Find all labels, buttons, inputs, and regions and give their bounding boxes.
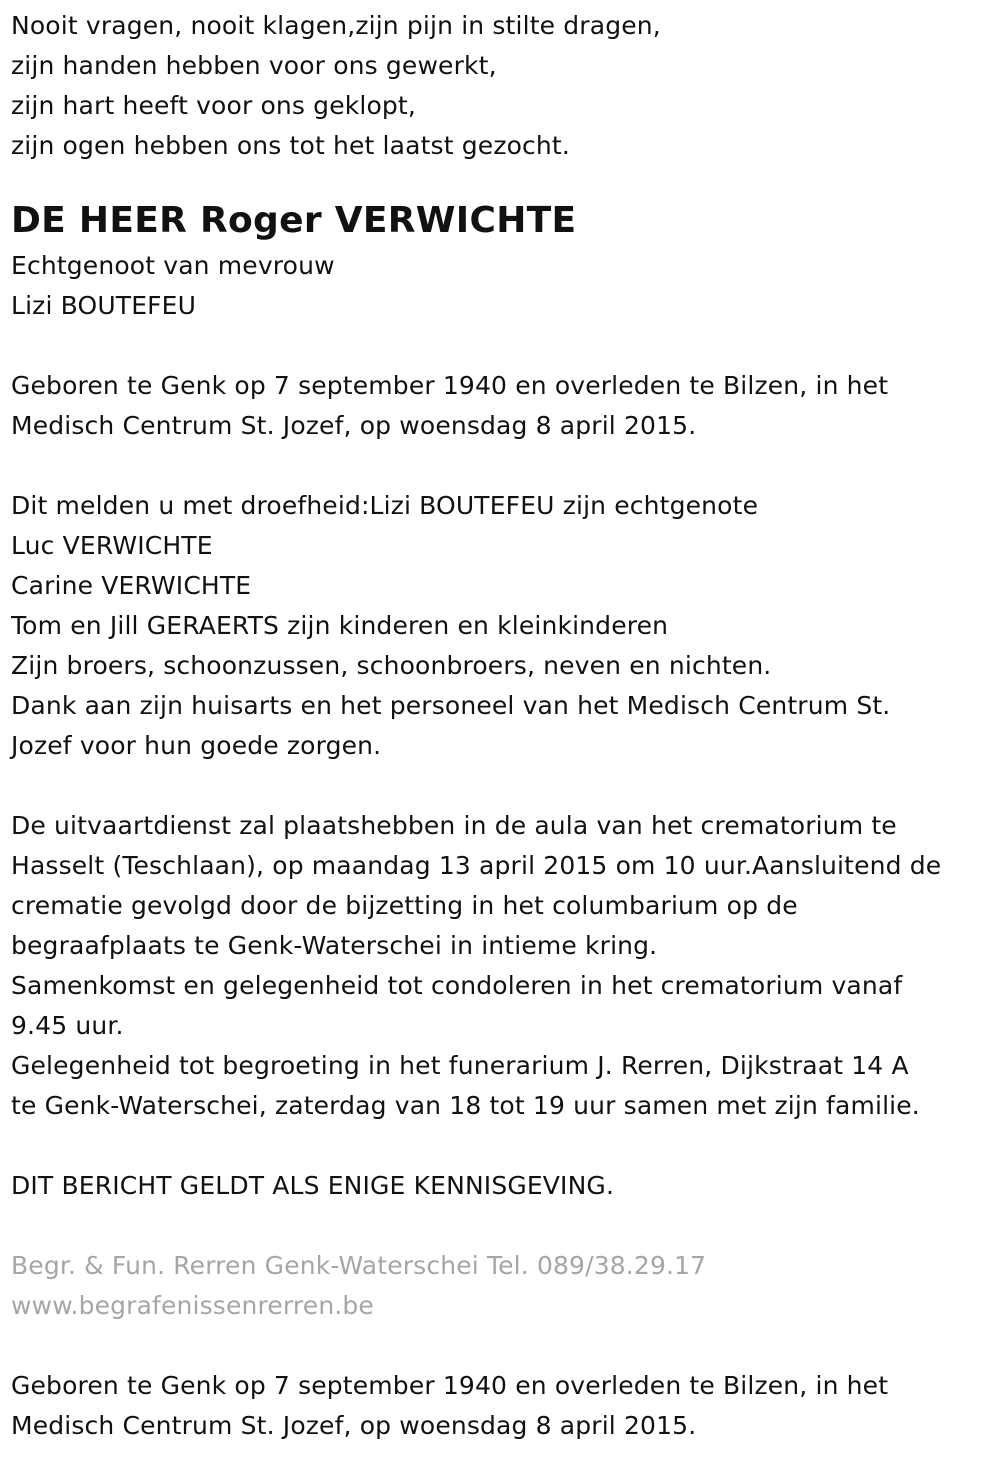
announcement-line: Carine VERWICHTE — [11, 571, 252, 600]
funeral-home-section — [11, 1246, 991, 1326]
birth-death-line: Medisch Centrum St. Jozef, op woensdag 8 april 2015. — [11, 1411, 697, 1440]
spouse-line: Lizi BOUTEFEU — [11, 291, 197, 320]
poem-line: Nooit vragen, nooit klagen,zijn pijn in stilte dragen, — [11, 11, 661, 40]
announcement-line: Dit melden u met droefheid:Lizi BOUTEFEU zijn echtgenote — [11, 491, 759, 520]
announcement-section — [11, 486, 991, 766]
poem-line: zijn handen hebben voor ons gewerkt, — [11, 51, 497, 80]
funeral-line: te Genk-Waterschei, zaterdag van 18 tot 19 uur samen met zijn familie. — [11, 1091, 920, 1120]
funeral-home-website: www.begrafenissenrerren.be — [11, 1291, 374, 1320]
announcement-line: Tom en Jill GERAERTS zijn kinderen en kleinkinderen — [11, 611, 669, 640]
deceased-name: DE HEER Roger VERWICHTE — [11, 200, 577, 241]
funeral-line: Hasselt (Teschlaan), op maandag 13 april 2015 om 10 uur.Aansluitend de — [11, 851, 942, 880]
funeral-line: begraafplaats te Genk-Waterschei in intieme kring. — [11, 931, 658, 960]
birth-death-line: Medisch Centrum St. Jozef, op woensdag 8 april 2015. — [11, 411, 697, 440]
poem-line: zijn ogen hebben ons tot het laatst gezocht. — [11, 131, 570, 160]
poem — [11, 6, 991, 166]
announcement-line: Dank aan zijn huisarts en het personeel van het Medisch Centrum St. — [11, 691, 891, 720]
announcement-line: Jozef voor hun goede zorgen. — [11, 731, 382, 760]
notice-line: DIT BERICHT GELDT ALS ENIGE KENNISGEVING. — [11, 1171, 615, 1200]
notice-section — [11, 1166, 991, 1206]
funeral-line: Gelegenheid tot begroeting in het funerarium J. Rerren, Dijkstraat 14 A — [11, 1051, 909, 1080]
birth-death-section — [11, 366, 991, 446]
birth-death-line: Geboren te Genk op 7 september 1940 en overleden te Bilzen, in het — [11, 371, 889, 400]
funeral-section — [11, 806, 991, 1126]
funeral-line: De uitvaartdienst zal plaatshebben in de aula van het crematorium te — [11, 811, 897, 840]
birth-death-repeat-section — [11, 1366, 991, 1446]
funeral-home-line: Begr. & Fun. Rerren Genk-Waterschei Tel. 089/38.29.17 — [11, 1251, 707, 1280]
funeral-line: Samenkomst en gelegenheid tot condoleren in het crematorium vanaf — [11, 971, 903, 1000]
spouse-line: Echtgenoot van mevrouw — [11, 251, 335, 280]
funeral-line: crematie gevolgd door de bijzetting in het columbarium op de — [11, 891, 798, 920]
announcement-line: Luc VERWICHTE — [11, 531, 213, 560]
poem-line: zijn hart heeft voor ons geklopt, — [11, 91, 416, 120]
spouse-section — [11, 246, 991, 326]
birth-death-line: Geboren te Genk op 7 september 1940 en overleden te Bilzen, in het — [11, 1371, 889, 1400]
funeral-line: 9.45 uur. — [11, 1011, 124, 1040]
obituary-notice — [11, 0, 991, 1446]
announcement-line: Zijn broers, schoonzussen, schoonbroers, neven en nichten. — [11, 651, 772, 680]
